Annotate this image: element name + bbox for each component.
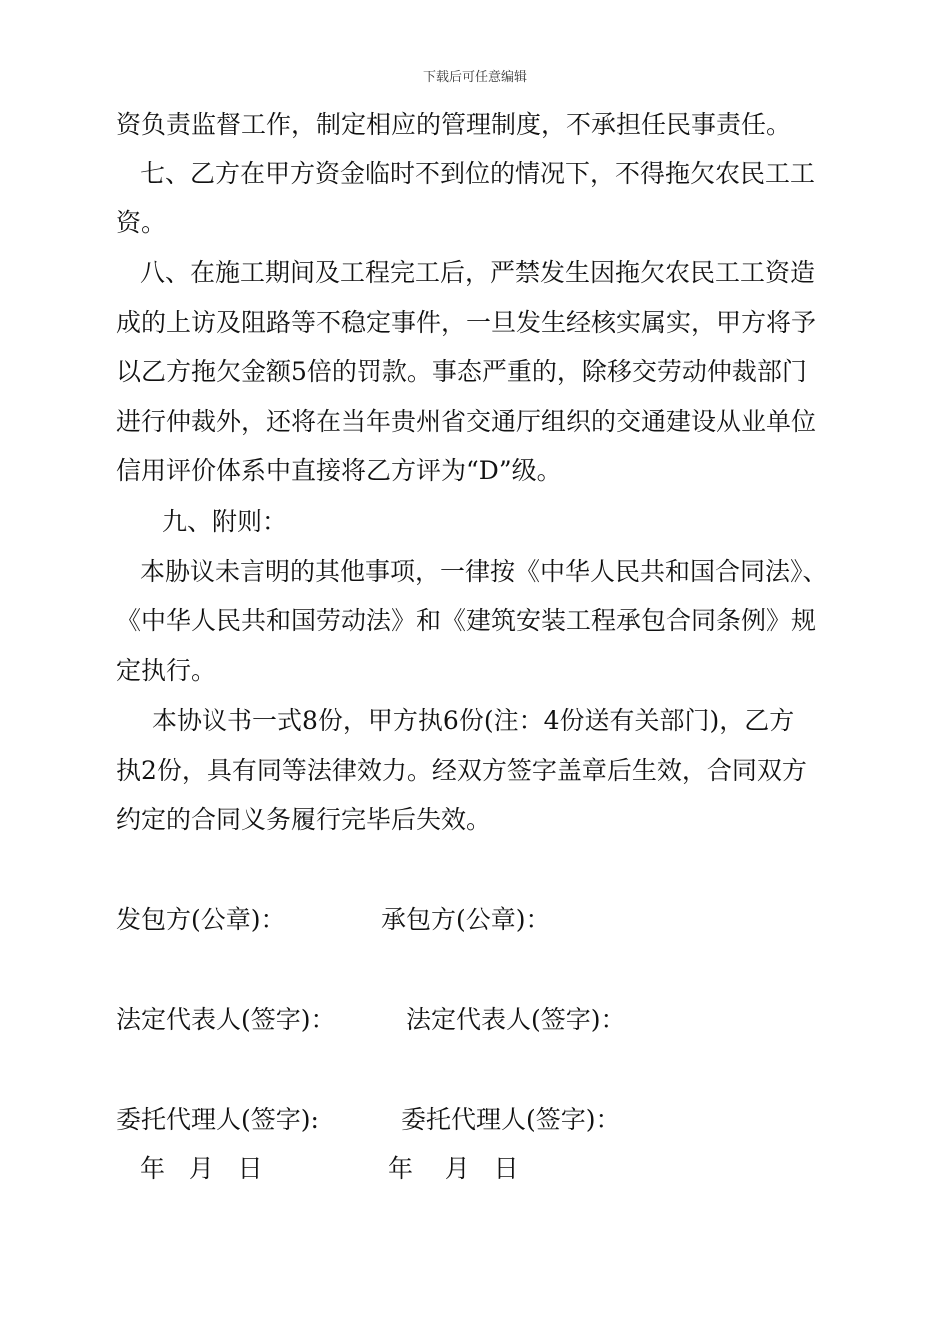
body-line: 约定的合同义务履行完毕后失效。 [116,805,492,834]
body-line: 进行仲裁外，还将在当年贵州省交通厅组织的交通建设从业单位 [116,407,817,436]
body-line: 本协议书一式8份，甲方执6份(注：4份送有关部门)，乙方 [152,706,795,735]
body-line: 成的上访及阻路等不稳定事件，一旦发生经核实属实，甲方将予 [116,308,817,337]
party-b-agent-label: 委托代理人(签字)： [401,1105,621,1134]
body-line: 《中华人民共和国劳动法》和《建筑安装工程承包合同条例》规 [116,606,817,635]
body-line: 以乙方拖欠金额5倍的罚款。事态严重的，除移交劳动仲裁部门 [116,357,807,386]
section-heading: 九、附则： [162,507,288,536]
party-b-seal-label: 承包方(公章)： [381,905,551,934]
party-a-rep-label: 法定代表人(签字)： [116,1005,336,1034]
body-line: 资。 [116,208,167,237]
body-line: 本胁议未言明的其他事项，一律按《中华人民共和国合同法》、 [140,557,828,586]
party-a-seal-label: 发包方(公章)： [116,905,286,934]
body-line: 信用评价体系中直接将乙方评为“D”级。 [116,456,562,485]
body-line: 定执行。 [116,656,217,685]
party-a-date: 年 月 日 [140,1154,263,1183]
body-line: 资负责监督工作，制定相应的管理制度，不承担任民事责任。 [116,110,792,139]
body-line: 七、乙方在甲方资金临时不到位的情况下，不得拖欠农民工工 [140,159,816,188]
page-header: 下载后可任意编辑 [422,70,527,85]
body-line: 执2份，具有同等法律效力。经双方签字盖章后生效，合同双方 [116,756,807,785]
party-b-rep-label: 法定代表人(签字)： [406,1005,626,1034]
body-line: 八、在施工期间及工程完工后，严禁发生因拖欠农民工工资造 [140,258,816,287]
party-b-date: 年 月 日 [388,1154,519,1183]
party-a-agent-label: 委托代理人(签字): [116,1105,319,1134]
